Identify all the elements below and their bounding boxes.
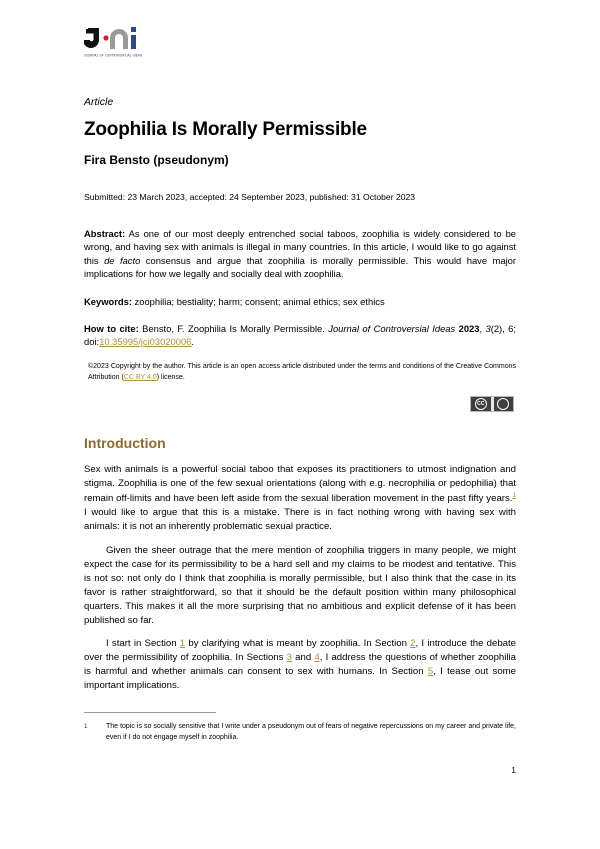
footnote-reference-1[interactable]: 1 <box>512 492 516 500</box>
paragraph-3-text-e: , I address the questions of whether zoophilia is harmful and whether animals can consent to sex with humans. In Section <box>84 652 516 678</box>
paragraph-1-text-b: I would like to argue that this is a mistake. There is in fact nothing wrong with having sex with animals: it is not an inherently problematic sexual practice. <box>84 507 516 533</box>
paragraph-3-text-f: , I tease out some important implications. <box>84 666 516 692</box>
paragraph-3-text-c: , I introduce the debate over the permissibility of zoophilia. In Sections <box>84 638 516 664</box>
copyright-text-part2: ) license. <box>156 373 185 381</box>
logo-caption: JOURNAL OF CONTROVERSIAL IDEAS <box>84 54 143 58</box>
copyright-text-part1: ©2023 Copyright by the author. This article is an open access article distributed under the terms and conditions of the Creative Commons Attribution ( <box>88 363 516 381</box>
paragraph-2: Given the sheer outrage that the mere mention of zoophilia triggers in many people, we might expect the case for its permissibility to be a hard sell and my claims to be modest and tentative. This is not so: not only do I think that zoophilia is morally permissible, but I also think that the case in its favor is rather straightforward, so that it should be the default position within many philosophical quarters. This makes it all the more surprising that no ambitious and explicit defense of it has been published so far. <box>84 544 516 626</box>
cc-by-badge[interactable] <box>470 396 514 412</box>
abstract-block <box>84 227 516 280</box>
paragraph-3-text-a: I start in Section <box>106 638 180 650</box>
cc-badge-segment-cc <box>471 397 491 411</box>
section-link-4[interactable]: 4 <box>314 652 320 664</box>
page-title: Zoophilia Is Morally Permissible <box>84 118 367 140</box>
page-number: 1 <box>511 765 516 775</box>
footnote-area <box>84 712 516 743</box>
keywords-value: zoophilia; bestiality; harm; consent; animal ethics; sex ethics <box>134 296 385 308</box>
citation-journal-name: Journal of Controversial Ideas <box>328 322 456 334</box>
abstract-text-part1: As one of our most deeply entrenched social taboos, zoophilia is widely considered to be wrong, and having sex with animals is illegal in many countries. In this article, I would like to go against this <box>84 228 516 266</box>
paragraph-3-text-b: by clarifying what is meant by zoophilia. In Section <box>185 638 411 650</box>
keywords-block <box>84 295 516 308</box>
content-column <box>84 0 516 703</box>
section-link-2[interactable]: 2 <box>410 638 416 650</box>
abstract-italic-term: de facto <box>104 254 141 266</box>
abstract-text-part2: consensus and argue that zoophilia is morally permissible. This would have major implications for how we legally and socially deal with zoophilia. <box>84 254 516 280</box>
publication-dates: Submitted: 23 March 2023, accepted: 24 September 2023, published: 31 October 2023 <box>84 191 416 202</box>
article-type-kicker: Article <box>84 96 114 108</box>
by-person-icon <box>497 398 509 410</box>
footnote-item <box>84 722 516 743</box>
footnote-separator <box>84 712 216 713</box>
how-to-cite-block: How to cite: Bensto, F. Zoophilia Is Morally Permissible. Journal of Controversial Ideas 2023, 3(2), 6; doi:10.35995/jci03020006. <box>84 322 516 348</box>
footnote-text: The topic is so socially sensitive that I write under a pseudonym out of fears of negative repercussions on my career and private life, even if I do not engage myself in zoophilia. <box>106 723 516 741</box>
doi-link[interactable]: 10.35995/jci03020006 <box>99 336 192 348</box>
citation-issue: (2), 6; doi: <box>84 322 516 348</box>
paragraph-3-text-d: and <box>291 652 315 664</box>
citation-year: 2023 <box>458 322 480 334</box>
footnote-number: 1 <box>84 723 88 730</box>
copyright-block <box>84 362 516 382</box>
abstract-label: Abstract: <box>84 228 126 239</box>
section-link-1[interactable]: 1 <box>179 638 186 650</box>
keywords-label: Keywords: <box>84 296 132 308</box>
paragraph-3 <box>84 637 516 693</box>
cc-badge-segment-by <box>494 397 514 411</box>
paragraph-1-text-a: Sex with animals is a powerful social taboo that exposes its practitioners to utmost indignation and stigma. Zoophilia is one of the few sexual orientations (along with e.g. necrophilia or pedophilia) that remain off-limits and have been left aside from the sexual liberation movement in the past fifty years. <box>84 464 516 505</box>
section-heading-introduction: Introduction <box>84 434 166 451</box>
cc-license-link[interactable]: CC BY 4.0 <box>123 373 157 381</box>
cc-icon: CC <box>475 398 487 410</box>
section-link-5[interactable]: 5 <box>427 666 434 678</box>
citation-text: Bensto, F. Zoophilia Is Morally Permissible. <box>142 322 329 334</box>
citation-volume: 3 <box>485 322 491 334</box>
citation-period: . <box>191 336 195 348</box>
paragraph-1 <box>84 463 516 534</box>
section-link-3[interactable]: 3 <box>286 652 292 664</box>
how-to-cite-label: How to cite: <box>84 322 139 334</box>
author-line: Fira Bensto (pseudonym) <box>84 153 229 168</box>
